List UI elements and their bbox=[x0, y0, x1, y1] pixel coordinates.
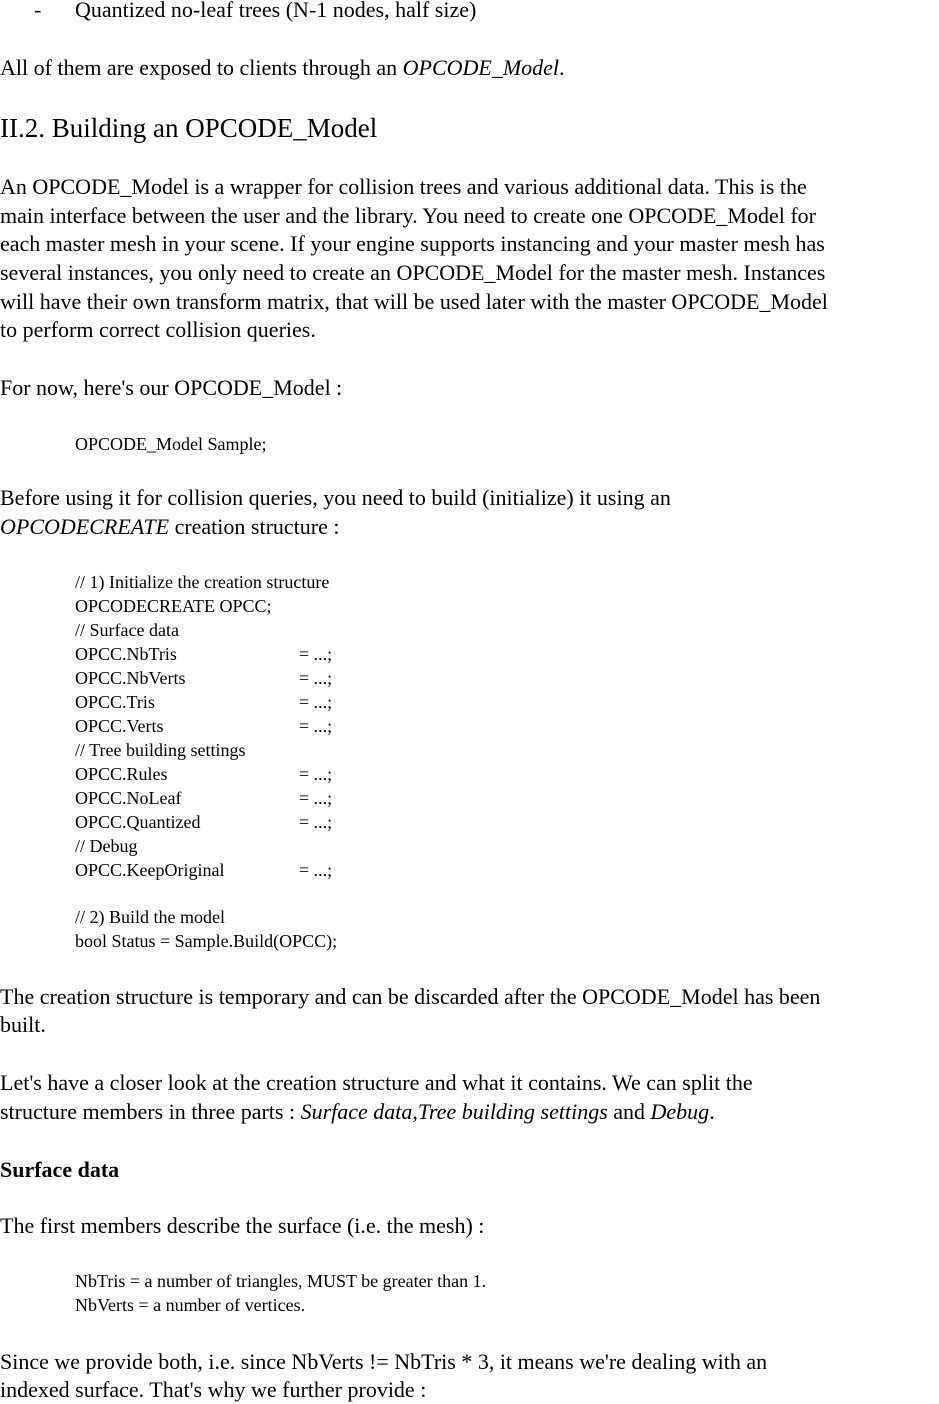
code-line: OPCC.Rules bbox=[75, 764, 168, 784]
paragraph-line: indexed surface. That's why we further provide : bbox=[0, 1377, 427, 1402]
paragraph-line: main interface between the user and the library. You need to create one OPCODE_Model for bbox=[0, 203, 816, 228]
code-line: OPCODE_Model Sample; bbox=[75, 434, 267, 454]
paragraph-line: Before using it for collision queries, you need to build (initialize) it using an bbox=[0, 485, 671, 510]
list-dash: - bbox=[34, 0, 42, 22]
part-surface-data: Surface data bbox=[300, 1099, 413, 1124]
code-assign: = ...; bbox=[299, 860, 333, 880]
code-comment: // 1) Initialize the creation structure bbox=[75, 572, 330, 592]
code-assign: = ...; bbox=[299, 644, 333, 664]
paragraph-line: OPCODECREATE creation structure : bbox=[0, 514, 340, 539]
paragraph-line: to perform correct collision queries. bbox=[0, 317, 316, 342]
code-comment: // Tree building settings bbox=[75, 740, 246, 760]
code-assign: = ...; bbox=[299, 788, 333, 808]
code-line: OPCC.Verts bbox=[75, 716, 164, 736]
code-line: OPCC.NoLeaf bbox=[75, 788, 182, 808]
part-debug: Debug bbox=[650, 1099, 710, 1124]
code-line: NbTris = a number of triangles, MUST be greater than 1. bbox=[75, 1271, 487, 1291]
code-comment: // 2) Build the model bbox=[75, 907, 225, 927]
code-comment: // Debug bbox=[75, 836, 138, 856]
list-item: Quantized no-leaf trees (N-1 nodes, half size) bbox=[75, 0, 477, 22]
code-line: OPCC.NbVerts bbox=[75, 668, 186, 688]
code-assign: = ...; bbox=[299, 692, 333, 712]
subsection-title: Surface data bbox=[0, 1157, 120, 1182]
paragraph-line: several instances, you only need to create an OPCODE_Model for the master mesh. Instances bbox=[0, 260, 826, 285]
code-assign: = ...; bbox=[299, 764, 333, 784]
code-line: OPCODECREATE OPCC; bbox=[75, 596, 272, 616]
paragraph-line: will have their own transform matrix, that will be used later with the master OPCODE_Model bbox=[0, 289, 828, 314]
code-line: OPCC.KeepOriginal bbox=[75, 860, 225, 880]
code-line: NbVerts = a number of vertices. bbox=[75, 1295, 306, 1315]
code-line: bool Status = Sample.Build(OPCC); bbox=[75, 931, 338, 951]
paragraph-line: structure members in three parts : Surface data,Tree building settings and Debug. bbox=[0, 1099, 715, 1124]
paragraph-line: built. bbox=[0, 1012, 46, 1037]
intro-text: All of them are exposed to clients through an OPCODE_Model. bbox=[0, 55, 565, 80]
paragraph-line: Let's have a closer look at the creation structure and what it contains. We can split the bbox=[0, 1070, 753, 1095]
paragraph-line: Since we provide both, i.e. since NbVerts != NbTris * 3, it means we're dealing with an bbox=[0, 1349, 768, 1374]
paragraph-line: For now, here's our OPCODE_Model : bbox=[0, 375, 343, 400]
code-assign: = ...; bbox=[299, 716, 333, 736]
code-line: OPCC.Quantized bbox=[75, 812, 201, 832]
paragraph-line: The first members describe the surface (i.e. the mesh) : bbox=[0, 1213, 485, 1238]
code-assign: = ...; bbox=[299, 812, 333, 832]
code-line: OPCC.Tris bbox=[75, 692, 155, 712]
part-tree-settings: Tree building settings bbox=[417, 1099, 608, 1124]
code-assign: = ...; bbox=[299, 668, 333, 688]
struct-name: OPCODECREATE bbox=[0, 514, 170, 539]
paragraph-line: The creation structure is temporary and can be discarded after the OPCODE_Model has been bbox=[0, 984, 821, 1009]
section-title: II.2. Building an OPCODE_Model bbox=[0, 113, 378, 143]
code-comment: // Surface data bbox=[75, 620, 179, 640]
paragraph-line: each master mesh in your scene. If your engine supports instancing and your master mesh has bbox=[0, 231, 825, 256]
code-line: OPCC.NbTris bbox=[75, 644, 177, 664]
model-name: OPCODE_Model bbox=[402, 55, 560, 80]
paragraph-line: An OPCODE_Model is a wrapper for collision trees and various additional data. This is the bbox=[0, 174, 807, 199]
